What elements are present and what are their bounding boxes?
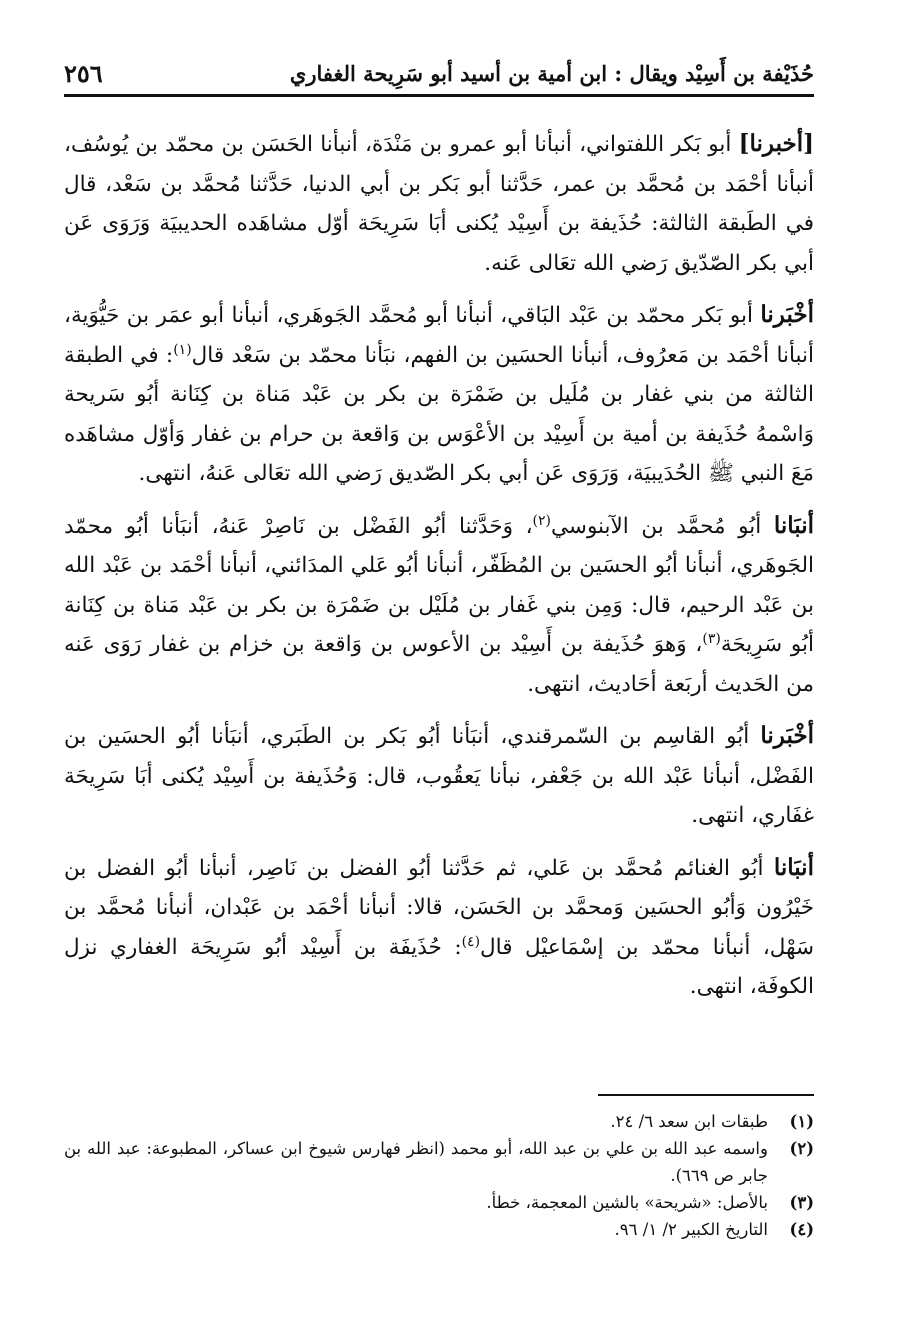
paragraph-text: أبو بَكر اللفتواني، أنبأنا أبو عمرو بن مَنْدَة، أنبأنا الحَسَن بن محمّد بن يُوسُف، أنبأنا أحْمَد بن مُحمَّد بن عمر، حَدَّثنا أبو بَكر بن أبي الدنيا، حَدَّثنا مُحمَّد بن سَعْد، قال في الطَبقة الثالثة: حُذَيفة بن أَسِيْد يُكنى أبَا سَرِيحَة أوّل مشاهَده الحديبيَة وَرَوَى عَن أبي بكر الصّدّيق رَضي الله تعَالى عَنه.	[64, 132, 814, 276]
footnote-ref-3[interactable]: (٣)	[702, 630, 721, 647]
paragraph-lead: أنبَانا	[773, 853, 814, 881]
main-text	[64, 124, 814, 1019]
paragraph-text: : حُذَيفَة بن أَسِيْد أبُو سَرِيحَة الغفاري نزل الكوفَة، انتهى.	[64, 934, 814, 999]
footnote-ref-1[interactable]: (١)	[173, 341, 192, 358]
footnote-ref-4[interactable]: (٤)	[461, 933, 481, 950]
paragraph-text: أبُو القاسِم بن السّمرقندي، أنبَأنا أبُو بَكر بن الطَبَري، أنبَأنا أبُو الحسَين بن الفَضْل، أنبأنا عَبْد الله بن جَعْفر، نبأنا يَعقُوب، قال: وَحُذَيفة بن أَسِيْد يُكنى أبَا سَرِيحَة غفَاري، انتهى.	[64, 724, 814, 828]
paragraph-5	[64, 848, 814, 1007]
footnote-text: بالأصل: «شريحة» بالشين المعجمة، خطأ.	[486, 1193, 768, 1212]
paragraph-1	[64, 124, 814, 283]
paragraph-text: أبو بَكر محمّد بن عَبْد البَاقي، أنبأنا أبو مُحمَّد الجَوهَري، أنبأنا أبو عمَر بن حَيُّوَية، أنبأنا أحْمَد بن مَعرُوف، أنبأنا الحسَين بن الفهم، نبَأنا محمّد بن سَعْد قال	[64, 303, 814, 368]
paragraph-text: ، وَحَدَّثنا أبُو الفَضْل بن نَاصِرْ عَنهُ، أنبَأنا أبُو محمّد الجَوهَري، أنبأنا أبُو الحسَين بن المُظَفّر، أنبأنا أبُو عَلي المدَائني، أنبأنا أحْمَد بن عَبْد الله بن عَبْد الرحيم، قال: وَمِن بني غَفار بن مُلَيْل بن ضَمْرَة بن بكر بن عَبْد مَناة بن كِنَانة أبُو سَرِيحَة	[64, 513, 814, 657]
footnote-number: (٢)	[789, 1139, 814, 1158]
paragraph-2	[64, 295, 814, 494]
footnotes	[64, 1108, 814, 1243]
footnote-item	[64, 1189, 814, 1216]
paragraph-text: أبُو مُحمَّد بن الآبنوسي	[551, 513, 762, 539]
footnote-divider	[598, 1094, 814, 1096]
footnote-number: (١)	[789, 1112, 814, 1131]
footnote-text: التاريخ الكبير ٢/ ١/ ٩٦.	[614, 1220, 768, 1239]
footnote-item	[64, 1108, 814, 1135]
paragraph-lead: أنبَانا	[773, 511, 814, 539]
paragraph-lead: أخْبَرنا	[760, 722, 814, 749]
paragraph-4	[64, 716, 814, 836]
paragraph-3	[64, 506, 814, 705]
paragraph-text: أبُو الغنائم مُحمَّد بن عَلي، ثم حَدَّثنا أبُو الفضل بن نَاصِر، أنبأنا أبُو الفضل بن خَيْرُون وَأبُو الحسَين وَمحمَّد بن الحَسَن، قالا: أنبأنا أحْمَد بن عَبْدان، أنبأنا مُحمَّد بن سَهْل، أنبأنا محمّد بن إسْمَاعيْل قال	[64, 855, 814, 960]
running-head	[64, 52, 814, 97]
footnote-item	[64, 1135, 814, 1189]
footnote-number: (٤)	[789, 1220, 814, 1239]
footnote-number: (٣)	[789, 1193, 814, 1212]
footnote-ref-2[interactable]: (٢)	[532, 512, 552, 529]
paragraph-lead: أخْبَرنا	[760, 301, 814, 328]
footnote-text: واسمه عبد الله بن علي بن عبد الله، أبو محمد (انظر فهارس شيوخ ابن عساكر، المطبوعة: عبد الله بن جابر ص ٦٦٩).	[64, 1139, 768, 1185]
paragraph-text: ، وَهوَ حُذَيفة بن أَسِيْد بن الأعوس بن وَاقعة بن خزام بن غفار رَوَى عَنه من الحَديث أربَعة أحَاديث، انتهى.	[64, 632, 814, 697]
running-title: حُذَيْفة بن أَسِيْد ويقال : ابن أمية بن أسيد أبو سَرِيحة الغفاري	[289, 60, 814, 86]
paragraph-text: : في الطبقة الثالثة من بني غفار بن مُلَيل بن ضَمْرَة بن بكر بن عَبْد مَناة بن كِنَانة أبُو سَريحة وَاسْمهُ حُذَيفة بن أمية بن أَسِيْد بن الأعْوَس بن وَاقعة بن حرام بن غفار وَأوّل مشاهَده مَعَ النبي ﷺ الحُدَيبيَة، وَرَوَى عَن أبي بكر الصّديق رَضي الله تعَالى عَنهُ، انتهى.	[64, 342, 814, 486]
footnote-item	[64, 1216, 814, 1243]
paragraph-lead: [أخبرنا]	[738, 130, 815, 157]
footnote-text: طبقات ابن سعد ٦/ ٢٤.	[610, 1112, 768, 1131]
page-number: ٢٥٦	[64, 58, 103, 88]
